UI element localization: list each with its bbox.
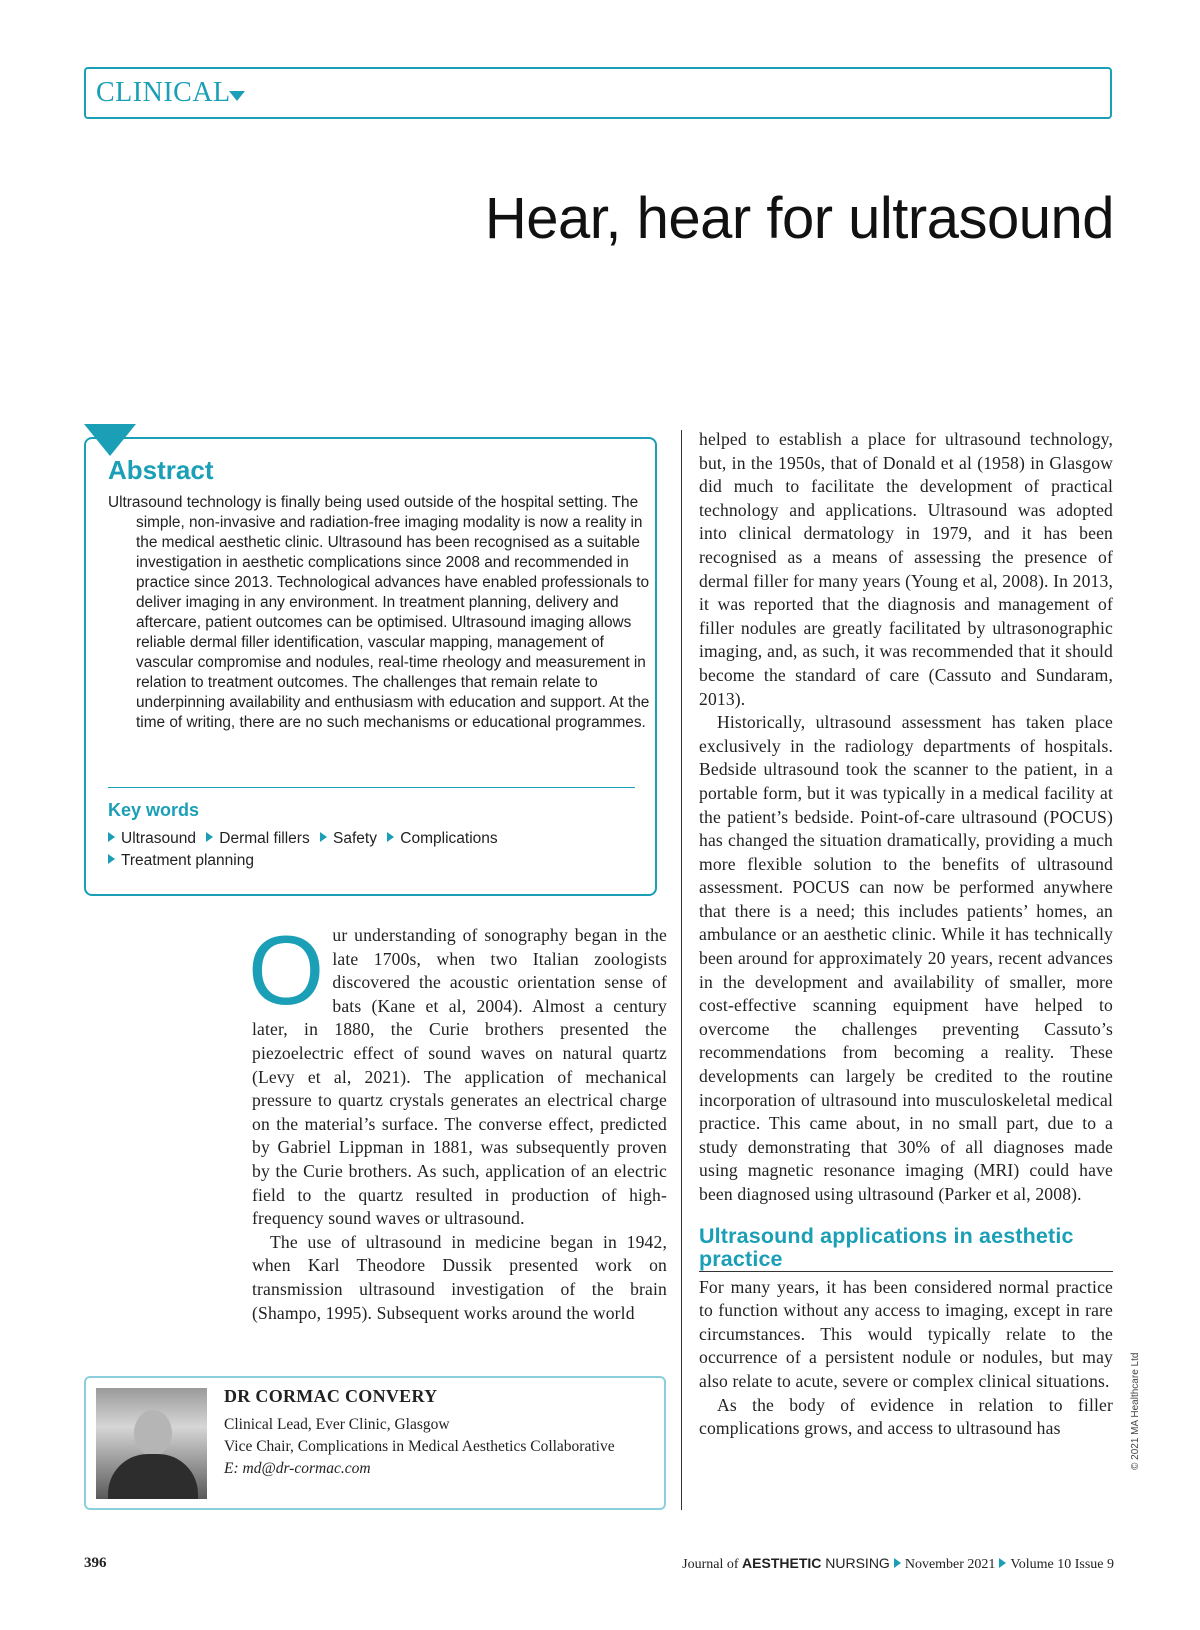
keyword-item: Complications (387, 828, 497, 850)
journal-brand: AESTHETIC (742, 1555, 822, 1571)
abstract-divider (108, 787, 635, 788)
abstract-box (84, 437, 657, 896)
issue-date: November 2021 (904, 1557, 996, 1572)
author-name: DR CORMAC CONVERY (224, 1386, 438, 1406)
keyword-item: Safety (320, 828, 377, 850)
keyword-item: Dermal fillers (206, 828, 309, 850)
body-paragraph: ur understanding of sonography began in the late 1700s, when two Italian zoologists discovered the acoustic orientation sense of bats (Kane et al, 2004). Almost a century later, in 1880, the Curie brothers presented the piezoelectric effect of sound waves on natural quartz (Levy et al, 2021). The application of mechanical pressure to quartz crystals generates an electrical charge on the material’s surface. The converse effect, predicted by Gabriel Lippman in 1881, was subsequently proven by the Curie brothers. As such, application of an electric field to the quartz resulted in production of high-frequency sound waves or ultrasound. (252, 925, 667, 1229)
keyword-item: Treatment planning (108, 850, 254, 872)
author-photo (96, 1388, 207, 1499)
triangle-right-icon (206, 832, 213, 842)
keywords-title: Key words (108, 800, 200, 820)
journal-footer: Journal of AESTHETIC NURSING November 2021 Volume 10 Issue 9 (682, 1555, 1114, 1572)
body-paragraph: The use of ultrasound in medicine began in 1942, when Karl Theodore Dussik presented work on transmission ultrasound investigation of the brain (Shampo, 1995). Subsequent works around the world (252, 1231, 667, 1323)
abstract-heading: Abstract (108, 455, 214, 485)
keyword-item: Ultrasound (108, 828, 196, 850)
keywords-list (108, 828, 628, 872)
issue-volume: Volume 10 Issue 9 (1010, 1557, 1114, 1572)
triangle-right-icon (320, 832, 327, 842)
triangle-right-icon (108, 854, 115, 864)
section-label: CLINICAL (96, 77, 231, 108)
author-email: E: md@dr-cormac.com (224, 1460, 371, 1477)
article-title: Hear, hear for ultrasound (484, 186, 1114, 251)
column-divider (681, 430, 682, 1510)
triangle-right-icon (894, 1558, 901, 1568)
triangle-right-icon (999, 1558, 1006, 1568)
body-column-right (699, 428, 1113, 1441)
abstract-text: Ultrasound technology is finally being used outside of the hospital setting. The simple, non-invasive and radiation-free imaging modality is now a reality in the medical aesthetic clinic. Ultrasound has been recognised as a suitable investigation in aesthetic complications since 2008 and recommended in practice since 2013. Technological advances have enabled professionals to deliver imaging in any environment. In treatment planning, delivery and aftercare, patient outcomes can be optimised. Ultrasound imaging allows reliable dermal filler identification, vascular mapping, management of vascular compromise and nodules, real-time rheology and measurement in relation to treatment outcomes. The challenges that remain relate to underpinning availability and enthusiasm with education and support. At the time of writing, there are no such mechanisms or educational programmes. (108, 494, 650, 731)
section-subheading: Ultrasound applications in aesthetic practice (699, 1225, 1113, 1272)
author-affiliation: Vice Chair, Complications in Medical Aesthetics Collaborative (224, 1438, 615, 1455)
triangle-right-icon (108, 832, 115, 842)
section-tab (84, 67, 1112, 119)
triangle-right-icon (387, 832, 394, 842)
body-paragraph: For many years, it has been considered normal practice to function without any access to imaging, except in rare circumstances. This would typically relate to the occurrence of a persistent nodule or nodules, but may also relate to acute, severe or complex clinical situations. (699, 1276, 1113, 1391)
author-box (84, 1376, 666, 1510)
body-column-middle (248, 915, 667, 1325)
body-paragraph: As the body of evidence in relation to filler complications grows, and access to ultrasound has (699, 1394, 1113, 1439)
caret-down-icon (229, 91, 245, 101)
body-paragraph: helped to establish a place for ultrasound technology, but, in the 1950s, that of Donald et al (1958) in Glasgow did much to facilitate the development of practical technology and applications. Ultrasound was adopted into clinical dermatology in 1979, and it has been recognised as a means of assessing the presence of dermal filler for many years (Young et al, 2008). In 2013, it was reported that the diagnosis and management of filler nodules are greatly facilitated by ultrasonographic imaging, and, as such, it was recommended that it should become the standard of care (Cassuto and Sundaram, 2013). (699, 429, 1113, 709)
body-paragraph: Historically, ultrasound assessment has taken place exclusively in the radiology departments of hospitals. Bedside ultrasound took the scanner to the patient, in a portable form, but it was typically in a medical facility at the patient’s bedside. Point-of-care ultrasound (POCUS) has changed the situation dramatically, providing a much more flexible solution to the benefits of ultrasound assessment. POCUS can now be performed anywhere that there is a need; this includes patients’ homes, an ambulance or an aesthetic clinic. While it has technically been around for approximately 20 years, recent advances in the development and availability of smaller, more cost-effective scanning equipment have helped to overcome the challenges preventing Cassuto’s recommendations from becoming a reality. These developments can largely be credited to the routine incorporation of ultrasound into musculoskeletal medical practice. This came about, in no small part, due to a study demonstrating that 30% of all diagnoses made using magnetic resonance imaging (MRI) could have been diagnosed using ultrasound (Parker et al, 2008). (699, 712, 1113, 1204)
page-number: 396 (84, 1555, 107, 1571)
author-affiliation: Clinical Lead, Ever Clinic, Glasgow (224, 1416, 450, 1433)
copyright-notice: © 2021 MA Healthcare Ltd (1130, 1352, 1141, 1470)
drop-cap: O (248, 915, 325, 1025)
